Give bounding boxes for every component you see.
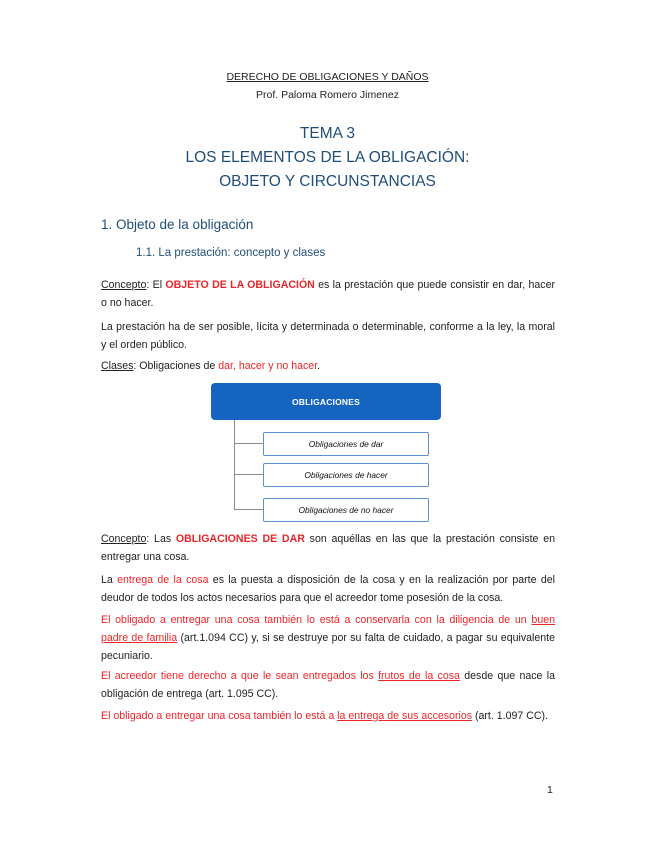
paragraph-concepto-dar [101, 530, 555, 566]
paragraph-frutos [101, 667, 555, 703]
highlight-objeto: OBJETO DE LA OBLIGACIÓN [165, 279, 315, 291]
section-heading-1: 1. Objeto de la obligación [101, 217, 254, 232]
tema-title-line2: OBJETO Y CIRCUNSTANCIAS [219, 173, 436, 190]
tema-title-line1: LOS ELEMENTOS DE LA OBLIGACIÓN: [185, 149, 470, 166]
tema-number: TEMA 3 [299, 125, 356, 142]
paragraph-entrega [101, 571, 555, 607]
paragraph-prestacion [101, 318, 555, 354]
paragraph-clases [101, 357, 555, 375]
page-number: 1 [547, 784, 553, 796]
paragraph-accesorios [101, 707, 555, 725]
clases-label: Clases [101, 360, 134, 372]
paragraph-conservar [101, 611, 555, 665]
highlight-obligaciones-dar: OBLIGACIONES DE DAR [175, 533, 305, 545]
red-text: El acreedor tiene derecho a que le sean entregados los [101, 670, 379, 682]
highlight-accesorios: la entrega de sus accesorios [337, 710, 473, 722]
paragraph-text: : Las [146, 533, 176, 545]
paragraph-concepto-objeto [101, 276, 555, 312]
professor-name: Prof. Paloma Romero Jimenez [256, 89, 399, 101]
paragraph-text: desde que nace la obligación de entrega (art. 1.095 CC). [101, 670, 555, 700]
diagram-connector [234, 443, 264, 444]
paragraph-text: (art.1.094 CC) y, si se destruye por su falta de cuidado, a pagar su equivalente pecuniario. [101, 632, 555, 662]
paragraph-text: (art. 1.097 CC). [472, 710, 548, 722]
course-title: DERECHO DE OBLIGACIONES Y DAÑOS [226, 71, 429, 83]
paragraph-text: es la prestación que puede consistir en dar, hacer o no hacer. [101, 279, 555, 309]
diagram-item-hacer: Obligaciones de hacer [263, 463, 429, 487]
concepto-label: Concepto [101, 533, 147, 545]
diagram-connector [234, 474, 264, 475]
section-heading-1-1: 1.1. La prestación: concepto y clases [136, 247, 326, 259]
concepto-label: Concepto [101, 279, 147, 291]
paragraph-text: son aquéllas en las que la prestación consiste en entregar una cosa. [101, 533, 555, 563]
paragraph-text: es la puesta a disposición de la cosa y en la realización por parte del deudor de todos los actos necesarios para que el acreedor tome posesión de la cosa. [101, 574, 555, 604]
obligaciones-diagram [211, 383, 443, 523]
highlight-clases: dar, hacer y no hacer [218, 360, 318, 372]
red-text: El obligado a entregar una cosa también lo está a conservarla con la diligencia de un [101, 614, 532, 626]
diagram-item-no-hacer: Obligaciones de no hacer [263, 498, 429, 522]
paragraph-text: La [101, 574, 118, 586]
paragraph-text: La prestación ha de ser posible, lícita y determinada o determinable, conforme a la ley, la moral y el orden público. [101, 321, 555, 351]
highlight-entrega: entrega de la cosa [117, 574, 209, 586]
paragraph-text: . [317, 360, 321, 372]
diagram-connector-vertical [234, 420, 235, 510]
paragraph-text: : Obligaciones de [133, 360, 219, 372]
diagram-root-box: OBLIGACIONES [211, 383, 441, 420]
red-text: El obligado a entregar una cosa también lo está a [101, 710, 338, 722]
diagram-item-dar: Obligaciones de dar [263, 432, 429, 456]
highlight-frutos: frutos de la cosa [378, 670, 460, 682]
diagram-connector [234, 509, 264, 510]
paragraph-text: : El [146, 279, 166, 291]
highlight-buen-padre: buen padre de familia [101, 614, 555, 644]
